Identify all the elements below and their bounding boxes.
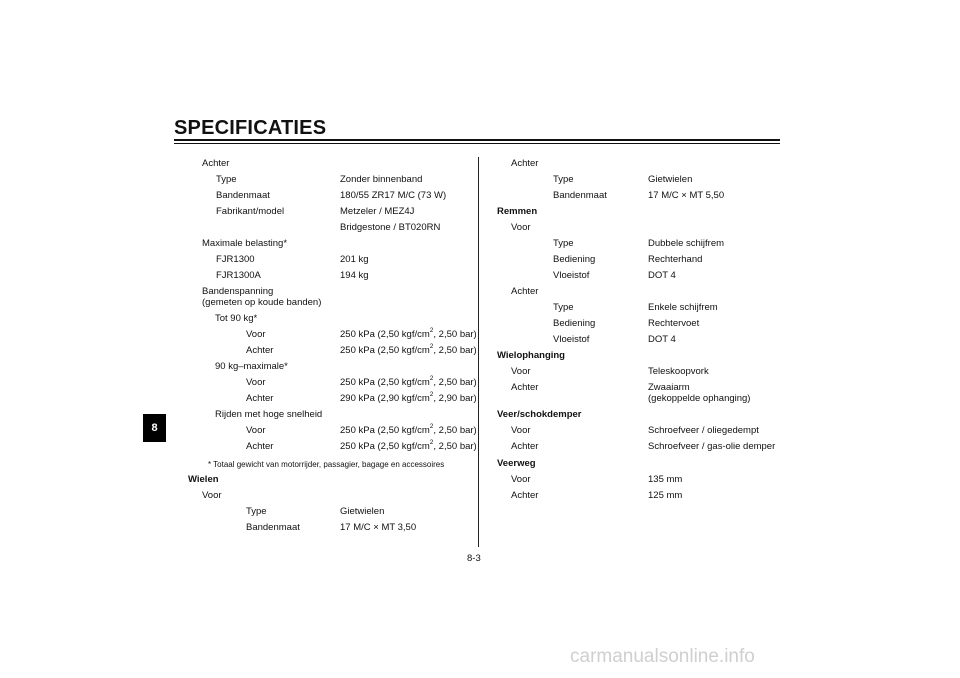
- shock-front-value: Schroefveer / oliegedempt: [648, 425, 759, 436]
- pressure-g2-rear-value: 290 kPa (2,90 kgf/$cm^2$, 2,90 bar): [340, 390, 477, 404]
- pressure-g1-rear-value: 250 kPa (2,50 kgf/$cm^2$, 2,50 bar): [340, 342, 477, 356]
- max-load-fjr1300-value: 201 kg: [340, 254, 369, 265]
- travel-rear-value: 125 mm: [648, 490, 683, 501]
- suspension-rear-value-1: Zwaaiarm: [648, 382, 690, 393]
- suspension-rear-value-2: (gekoppelde ophanging): [648, 393, 751, 404]
- pressure-g1-front-value: 250 kPa (2,50 kgf/$cm^2$, 2,50 bar): [340, 326, 477, 340]
- wheels-front-heading: Voor: [202, 490, 222, 501]
- rear-tire-heading: Achter: [202, 158, 230, 169]
- wheels-size-label: Bandenmaat: [246, 522, 300, 533]
- travel-front-value: 135 mm: [648, 474, 683, 485]
- suspension-rear-label: Achter: [511, 382, 539, 393]
- max-load-fjr1300-label: FJR1300: [216, 254, 255, 265]
- brakes-front-type-label: Type: [553, 238, 574, 249]
- pressure-g1-rear-label: Achter: [246, 345, 274, 356]
- travel-rear-label: Achter: [511, 490, 539, 501]
- brakes-rear-type-label: Type: [553, 302, 574, 313]
- pressure-heading: Bandenspanning: [202, 286, 274, 297]
- brakes-front-op-label: Bediening: [553, 254, 596, 265]
- max-load-heading: Maximale belasting*: [202, 238, 288, 249]
- pressure-g2-front-value: 250 kPa (2,50 kgf/$cm^2$, 2,50 bar): [340, 374, 477, 388]
- page-number: 8-3: [467, 553, 481, 564]
- pressure-g3-front-value: 250 kPa (2,50 kgf/$cm^2$, 2,50 bar): [340, 422, 477, 436]
- wheels-heading: Wielen: [188, 474, 219, 485]
- suspension-front-label: Voor: [511, 366, 531, 377]
- pressure-g2-front-label: Voor: [246, 377, 266, 388]
- pressure-g3-rear-value: 250 kPa (2,50 kgf/$cm^2$, 2,50 bar): [340, 438, 477, 452]
- rear-tire-size-value: 180/55 ZR17 M/C (73 W): [340, 190, 447, 201]
- suspension-front-value: Teleskoopvork: [648, 366, 709, 377]
- max-load-fjr1300a-value: 194 kg: [340, 270, 369, 281]
- shock-front-label: Voor: [511, 425, 531, 436]
- brakes-front-heading: Voor: [511, 222, 531, 233]
- brakes-front-op-value: Rechterhand: [648, 254, 703, 265]
- travel-heading: Veerweg: [497, 458, 536, 469]
- travel-front-label: Voor: [511, 474, 531, 485]
- page-title: SPECIFICATIES: [174, 117, 327, 139]
- brakes-rear-fluid-label: Vloeistof: [553, 334, 590, 345]
- shock-rear-label: Achter: [511, 441, 539, 452]
- wheels-type-value: Gietwielen: [340, 506, 385, 517]
- max-load-fjr1300a-label: FJR1300A: [216, 270, 261, 281]
- brakes-heading: Remmen: [497, 206, 538, 217]
- brakes-rear-type-value: Enkele schijfrem: [648, 302, 718, 313]
- wheels-type-label: Type: [246, 506, 267, 517]
- pressure-subheading: (gemeten op koude banden): [202, 297, 322, 308]
- title-rule-thin: [174, 143, 780, 144]
- footnote: * Totaal gewicht van motorrijder, passagier, bagage en accessoires: [208, 459, 445, 469]
- pressure-group-2-label: 90 kg–maximale*: [215, 361, 288, 372]
- pressure-g1-front-label: Voor: [246, 329, 266, 340]
- pressure-group-1-label: Tot 90 kg*: [215, 313, 258, 324]
- rear-wheel-heading: Achter: [511, 158, 539, 169]
- chapter-tab: 8: [143, 414, 166, 442]
- wheels-size-value: 17 M/C × MT 3,50: [340, 522, 417, 533]
- rear-tire-type-value: Zonder binnenband: [340, 174, 423, 185]
- brakes-front-type-value: Dubbele schijfrem: [648, 238, 725, 249]
- brakes-front-fluid-value: DOT 4: [648, 270, 676, 281]
- pressure-g2-rear-label: Achter: [246, 393, 274, 404]
- rear-wheel-type-label: Type: [553, 174, 574, 185]
- title-rule: [174, 139, 780, 141]
- rear-tire-type-label: Type: [216, 174, 237, 185]
- brakes-rear-op-label: Bediening: [553, 318, 596, 329]
- watermark: carmanualsonline.info: [570, 646, 755, 667]
- rear-tire-maker-label: Fabrikant/model: [216, 206, 285, 217]
- rear-wheel-size-value: 17 M/C × MT 5,50: [648, 190, 725, 201]
- suspension-heading: Wielophanging: [497, 350, 565, 361]
- brakes-rear-op-value: Rechtervoet: [648, 318, 700, 329]
- brakes-front-fluid-label: Vloeistof: [553, 270, 590, 281]
- rear-wheel-type-value: Gietwielen: [648, 174, 693, 185]
- brakes-rear-heading: Achter: [511, 286, 539, 297]
- pressure-group-3-label: Rijden met hoge snelheid: [215, 409, 323, 420]
- column-divider: [478, 157, 479, 547]
- rear-wheel-size-label: Bandenmaat: [553, 190, 607, 201]
- rear-tire-maker-value-2: Bridgestone / BT020RN: [340, 222, 441, 233]
- pressure-g3-front-label: Voor: [246, 425, 266, 436]
- pressure-g3-rear-label: Achter: [246, 441, 274, 452]
- rear-tire-size-label: Bandenmaat: [216, 190, 270, 201]
- shock-heading: Veer/schokdemper: [497, 409, 582, 420]
- rear-tire-maker-value-1: Metzeler / MEZ4J: [340, 206, 415, 217]
- shock-rear-value: Schroefveer / gas-olie demper: [648, 441, 776, 452]
- brakes-rear-fluid-value: DOT 4: [648, 334, 676, 345]
